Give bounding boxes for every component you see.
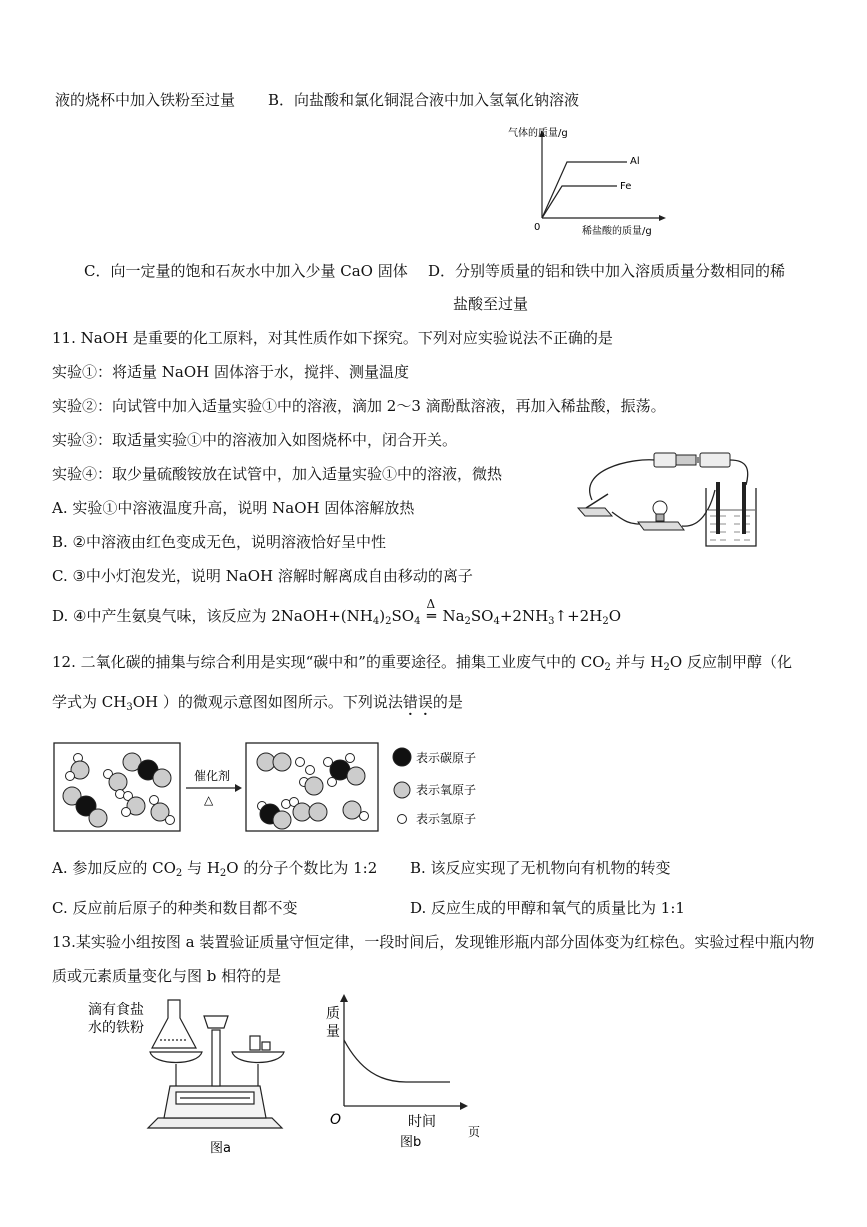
q11-option-d: D. ④中产生氨臭气味，该反应为 $2NaOH+(NH_4)_2SO_4$ Δ ═ $Na_2SO_4+2NH_3↑+2H_2O$ [52, 597, 621, 627]
legend [393, 748, 411, 824]
q12-stem-line2: 学式为 $CH_3OH$ ）的微观示意图如图所示。下列说法错误的是 [52, 693, 463, 713]
light-bulb-icon [638, 501, 684, 530]
legend-oxygen-label: 表示氧原子 [416, 783, 477, 797]
iron-powder-label-line2: 水的铁粉 [88, 1020, 144, 1036]
switch-icon [578, 494, 612, 516]
q10-graph-fe-label: Fe [620, 181, 632, 192]
q11-experiment-3: 实验③：取适量实验①中的溶液加入如图烧杯中，闭合开关。 [52, 431, 458, 449]
heating-equals-sign: Δ ═ [426, 597, 436, 625]
beaker-icon [706, 482, 756, 546]
q11-option-c: C. ③中小灯泡发光，说明 NaOH 溶解时解离成自由移动的离子 [52, 567, 473, 585]
figure-a-balance-apparatus [80, 996, 320, 1156]
heat-symbol: △ [204, 793, 214, 807]
q10-graph-origin: 0 [534, 222, 541, 233]
q10-gas-mass-graph [508, 126, 700, 238]
balance-icon [148, 1000, 284, 1128]
figure-b-origin: O [330, 1112, 342, 1128]
oxygen-atom-icon [394, 782, 410, 798]
q10-option-d-line1: D．分别等质量的铝和铁中加入溶质质量分数相同的稀 [428, 262, 786, 280]
q10-option-d-line2: 盐酸至过量 [453, 295, 529, 313]
carbon-atom-icon [393, 748, 411, 766]
q12-option-d: D. 反应生成的甲醇和氧气的质量比为 1:1 [410, 899, 685, 917]
hydrogen-atom-icon [398, 815, 407, 824]
q10-option-c: C．向一定量的饱和石灰水中加入少量 CaO 固体 [84, 262, 408, 280]
q10-graph-xlabel: 稀盐酸的质量/g [582, 226, 652, 237]
q10-graph-al-label: Al [630, 156, 640, 167]
q10-graph-ylabel: 气体的质量/g [508, 128, 568, 139]
figure-b-ylabel-2: 量 [326, 1024, 340, 1040]
q11-experiment-2: 实验②：向试管中加入适量实验①中的溶液，滴加 2～3 滴酚酞溶液，再加入稀盐酸，振荡。 [52, 397, 666, 415]
legend-hydrogen-label: 表示氢原子 [416, 812, 477, 826]
figure-b-ylabel-1: 质 [326, 1006, 340, 1022]
q12-option-a: A. 参加反应的 $CO_2$ 与 $H_2O$ 的分子个数比为 1:2 [52, 859, 378, 879]
figure-b-mass-time-graph [320, 990, 490, 1150]
q11-experiment-1: 实验①：将适量 NaOH 固体溶于水，搅拌、测量温度 [52, 363, 409, 381]
q11-experiment-4: 实验④：取少量硫酸铵放在试管中，加入适量实验①中的溶液，微热 [52, 465, 503, 483]
legend-carbon-label: 表示碳原子 [416, 751, 477, 765]
q10-option-b: B．向盐酸和氯化铜混合液中加入氢氧化钠溶液 [268, 91, 580, 109]
iron-powder-label-line1: 滴有食盐 [88, 1002, 144, 1018]
q11-circuit-diagram [570, 450, 770, 555]
page-mark: 页 [468, 1125, 481, 1139]
battery-icon [654, 453, 730, 467]
q12-option-b: B. 该反应实现了无机物向有机物的转变 [410, 859, 671, 877]
q13-stem-line2: 质或元素质量变化与图 b 相符的是 [52, 967, 282, 985]
figure-a-caption: 图a [210, 1141, 231, 1156]
q12-option-c: C. 反应前后原子的种类和数目都不变 [52, 899, 298, 917]
q12-stem-line1: 12. 二氧化碳的捕集与综合利用是实现“碳中和”的重要途径。捕集工业废气中的 $CO_2$ 并与 $H_2O$ 反应制甲醇（化 [52, 653, 792, 673]
mass-curve [344, 1040, 450, 1082]
q11-option-b: B. ②中溶液由红色变成无色，说明溶液恰好呈中性 [52, 533, 387, 551]
figure-b-xlabel: 时间 [408, 1114, 436, 1130]
q10-option-a-continuation: 液的烧杯中加入铁粉至过量 [55, 91, 236, 109]
catalyst-label: 催化剂 [194, 769, 231, 783]
q13-stem-line1: 13.某实验小组按图 a 装置验证质量守恒定律，一段时间后，发现锥形瓶内部分固体变为红棕色。实验过程中瓶内物 [52, 933, 815, 951]
q11-stem: 11. NaOH 是重要的化工原料，对其性质作如下探究。下列对应实验说法不正确的是 [52, 329, 613, 347]
q12-microscopic-diagram [52, 738, 492, 838]
figure-b-caption: 图b [400, 1135, 422, 1150]
q11-option-a: A. 实验①中溶液温度升高，说明 NaOH 固体溶解放热 [52, 499, 415, 517]
